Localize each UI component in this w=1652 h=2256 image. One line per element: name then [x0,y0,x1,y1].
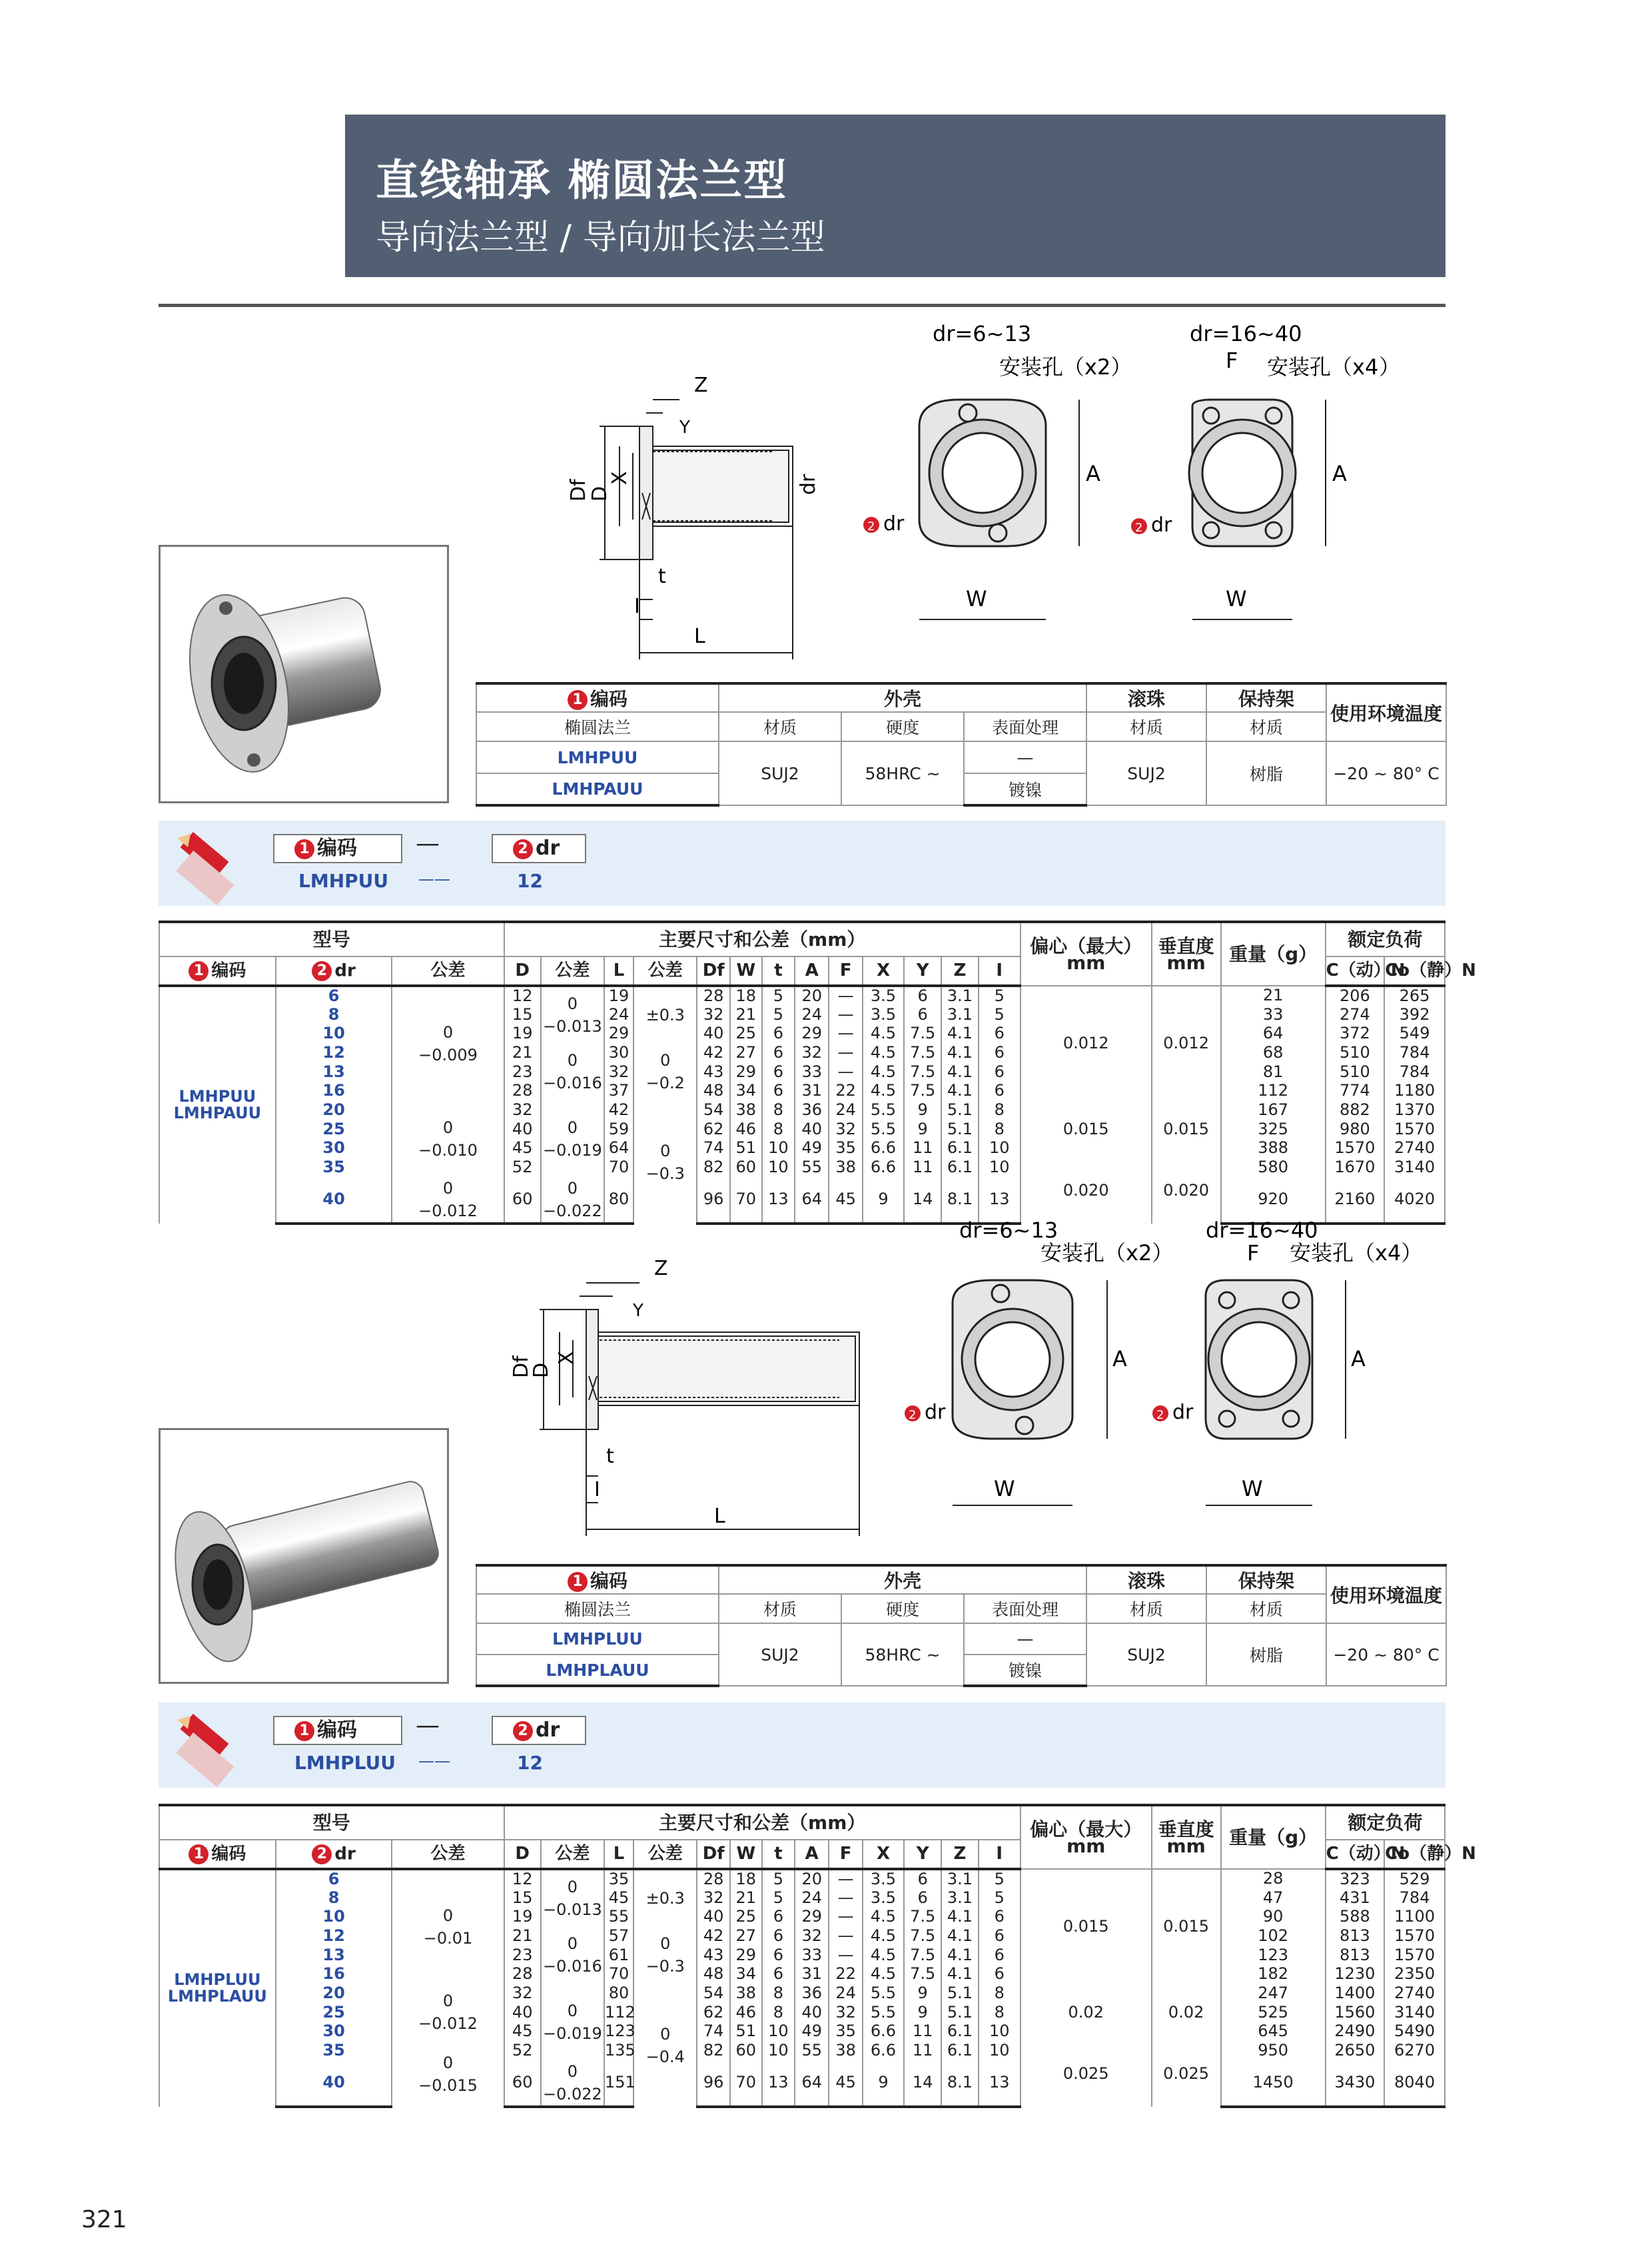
code-cell: LMHPLUU [476,1623,719,1655]
tol-cell: 0 −0.010 [392,1100,504,1177]
mount-hole-label: 安装孔（x4） [1290,1240,1423,1266]
hdr-perpendicularity: 垂直度 mm [1152,922,1221,986]
hdr-cs: Co（静）N [1384,956,1445,986]
hdr-i: I [979,1840,1021,1869]
order-example-bar-2: 1 编码 — 2 dr LMHPLUU —— 12 [159,1702,1446,1788]
page-header [345,115,1446,277]
order-example-bar-1: 1 编码 — 2 dr LMHPUU —— 12 [159,821,1446,906]
hdr-weight: 重量（g） [1221,1805,1326,1869]
dim-label-w: W [994,1476,1015,1501]
tol-cell: 0 −0.022 [541,1177,604,1224]
front-view-diagram-4 [1146,1216,1439,1509]
dr-cell: 8 [276,1005,392,1024]
svg-text:）: ） [1379,354,1401,380]
hdr-load: 额定负荷 [1326,1805,1445,1840]
col-code: 1 编码 [476,683,719,712]
table-row: 40 60 0 −0.022 151 96 70 13 64 45 9 14 8.1 13 1450 3430 8040 [159,2060,1445,2107]
diagram-range-label: dr=16~40 [1190,321,1302,346]
ecc-cell: 0.012 [1021,986,1152,1100]
hdr-d: D [504,1840,541,1869]
hdr-tol2: 公差 [541,1840,604,1869]
hdr-code: 1 编码 [159,1840,276,1869]
mount-hole-label: 安装孔（x2） [1040,1240,1174,1266]
tol-cell: 0 −0.013 [541,1869,604,1926]
hdr-l: L [604,1840,633,1869]
dr-cell: 35 [276,1158,392,1177]
hdr-i: I [979,956,1021,986]
mount-hole-label: 安装孔（x2） [999,354,1132,380]
dim-label-w: W [1242,1476,1263,1501]
dr-label: dr [1151,514,1172,537]
table-row: 20 0 −0.010 32 0 −0.019 42 0 −0.3 54 38 8 36 24 5.5 9 5.1 8 0.015 0.015 167 882 1370 [159,1100,1445,1120]
product-photo-flange [159,545,449,803]
front-view-diagram-3 [899,1216,1179,1509]
hdr-cd: C（动）N [1326,956,1384,986]
dr-cell: 30 [276,1139,392,1158]
dim-label-z: Z [694,374,708,397]
table-row: 8 15 45 32 21 5 24 — 3.5 6 3.1 5 47 431 784 [159,1888,1445,1908]
dim-label-a: A [1086,461,1100,486]
col-code: 1 编码 [476,1565,719,1594]
tol-cell: 0 −0.015 [392,2041,504,2107]
dr-cell: 25 [276,2003,392,2022]
side-view-diagram-2 [506,1243,879,1536]
hdr-perpendicularity: 垂直度 mm [1152,1805,1221,1869]
dim-label-w: W [966,586,987,611]
code-group: LMHPLUU LMHPLAUU [159,1869,276,2107]
dim-label-l: L [694,625,705,648]
header-rule [159,304,1446,307]
dr-cell: 6 [276,986,392,1005]
dr-cell: 16 [276,1964,392,1984]
table-row: 12 21 0 −0.016 57 0 −0.3 42 27 6 32 — 4.5 7.5 4.1 6 102 813 1570 [159,1926,1445,1946]
perp-cell: 0.02 [1152,1984,1221,2041]
hdr-y: Y [904,956,941,986]
hdr-dr: 2 dr [276,1840,392,1869]
dr-cell: 20 [276,1100,392,1120]
dim-label-z: Z [654,1257,668,1280]
hdr-tol3: 公差 [633,956,697,986]
svg-text:2: 2 [909,1408,917,1422]
order-dr-label-box: 2 dr [492,834,586,863]
hdr-tol: 公差 [392,1840,504,1869]
col-ball: 滚珠 [1086,1565,1206,1594]
ecc-cell: 0.015 [1021,1869,1152,1984]
dim-label-y: Y [633,1301,643,1321]
tol-cell: 0 −0.016 [541,1926,604,1984]
dim-label-d: D [530,1362,553,1378]
tol-cell: 0 −0.012 [392,1177,504,1224]
tol-cell: ±0.3 [633,1869,697,1926]
code-cell: LMHPAUU [476,773,719,805]
hdr-dr: 2 dr [276,956,392,986]
col-temp: 使用环境温度 [1326,1565,1446,1623]
svg-text:2: 2 [867,520,875,534]
dr-cell: 12 [276,1043,392,1062]
side-view-diagram-1 [546,360,826,659]
dim-label-d: D [588,486,612,502]
ecc-cell: 0.02 [1021,1984,1152,2041]
tol-cell: 0 −0.013 [541,986,604,1043]
table-row: 13 23 61 43 29 6 33 — 4.5 7.5 4.1 6 123 813 1570 [159,1946,1445,1965]
hdr-tol2: 公差 [541,956,604,986]
tol-cell: 0 −0.016 [541,1043,604,1100]
dr-cell: 30 [276,2022,392,2042]
dim-label-x: X [608,471,631,485]
tol-cell: 0 −0.3 [633,1100,697,1224]
code-cell: LMHPUU [476,741,719,773]
hdr-main-dims: 主要尺寸和公差（mm） [504,922,1021,956]
diagram-range-label: dr=6~13 [959,1218,1058,1243]
col-shell: 外壳 [719,1565,1086,1594]
dr-cell: 25 [276,1120,392,1139]
order-code-value: LMHPLUU [294,1752,396,1774]
table-row: 25 40 59 62 46 8 40 32 5.5 9 5.1 8 325 980 1570 [159,1120,1445,1139]
dim-label-df: Df [567,479,590,502]
code-cell: LMHPLAUU [476,1655,719,1686]
dr-label: dr [883,512,905,536]
hdr-main-dims: 主要尺寸和公差（mm） [504,1805,1021,1840]
tol-cell: 0 −0.4 [633,1984,697,2107]
dr-cell: 12 [276,1926,392,1946]
diagram-range-label: dr=6~13 [933,321,1032,346]
hdr-df: Df [697,956,730,986]
page-number: 321 [81,2206,127,2233]
hdr-eccentricity: 偏心（最大） mm [1021,1805,1152,1869]
hdr-f: F [829,1840,863,1869]
ecc-cell: 0.015 [1021,1100,1152,1158]
hdr-code: 1 编码 [159,956,276,986]
order-dr-value: 12 [517,1752,543,1774]
col-temp: 使用环境温度 [1326,683,1446,741]
hdr-t: t [762,956,795,986]
dim-label-f: F [1226,348,1238,373]
hdr-d: D [504,956,541,986]
order-dr-label-box: 2 dr [492,1716,586,1745]
col-cage: 保持架 [1206,683,1326,712]
dr-cell: 40 [276,1177,392,1224]
dr-label: dr [1172,1401,1194,1424]
table-row: 16 28 37 48 34 6 31 22 4.5 7.5 4.1 6 112 774 1180 [159,1081,1445,1100]
hdr-df: Df [697,1840,730,1869]
diagram-range-label: dr=16~40 [1206,1218,1318,1243]
table-row: 25 40 112 62 46 8 40 32 5.5 9 5.1 8 525 1560 3140 [159,2003,1445,2022]
order-code-label-box: 1 编码 [273,834,402,863]
dim-label-a: A [1351,1346,1366,1371]
dr-cell: 35 [276,2041,392,2060]
dr-label: dr [925,1401,946,1424]
svg-text:2: 2 [1156,1408,1164,1422]
hdr-f: F [829,956,863,986]
hdr-x: X [863,1840,904,1869]
table-row: 30 45 123 74 51 10 49 35 6.6 11 6.1 10 645 2490 5490 [159,2022,1445,2042]
table-row: 30 45 64 74 51 10 49 35 6.6 11 6.1 10 388 1570 2740 [159,1139,1445,1158]
table-row: 10 19 29 40 25 6 29 — 4.5 7.5 4.1 6 64 372 549 [159,1024,1445,1043]
dimension-table-2 [159,1804,1476,2108]
dim-label-x: X [555,1351,578,1365]
perp-cell: 0.025 [1152,2041,1221,2107]
dr-cell: 8 [276,1888,392,1908]
table-row: 35 52 70 82 60 10 55 38 6.6 11 6.1 10 0.020 0.020 580 1670 3140 [159,1158,1445,1177]
table-row: 40 0 −0.012 60 0 −0.022 80 96 70 13 64 45 9 14 8.1 13 920 2160 4020 [159,1177,1445,1224]
page-title: 直线轴承 椭圆法兰型 [376,157,788,206]
col-cage: 保持架 [1206,1565,1326,1594]
code-group: LMHPUU LMHPAUU [159,986,276,1224]
tol-cell: 0 −0.019 [541,1100,604,1177]
tol-cell: 0 −0.009 [392,986,504,1100]
dim-label-y: Y [679,418,690,438]
dim-label-t: t [658,565,666,588]
table-row: 16 28 70 48 34 6 31 22 4.5 7.5 4.1 6 182 1230 2350 [159,1964,1445,1984]
front-view-diagram-2 [1126,320,1432,633]
hdr-x: X [863,956,904,986]
ecc-cell: 0.025 [1021,2041,1152,2107]
col-ball: 滚珠 [1086,683,1206,712]
front-view-diagram-1 [859,320,1146,633]
dim-label-a: A [1112,1346,1127,1371]
mount-hole-label: 安装孔（x4 [1267,354,1379,380]
tol-cell: 0 −0.2 [633,1043,697,1100]
tol-cell: 0 −0.01 [392,1869,504,1984]
hdr-eccentricity: 偏心（最大） mm [1021,922,1152,986]
dr-cell: 40 [276,2060,392,2107]
hdr-y: Y [904,1840,941,1869]
dim-label-l: L [714,1505,725,1528]
dr-cell: 10 [276,1907,392,1926]
hdr-tol3: 公差 [633,1840,697,1869]
pencil-icon [168,825,241,902]
dim-label-f: F [1247,1240,1260,1266]
svg-text:2: 2 [1135,521,1143,535]
table-row: 35 0 −0.015 52 135 82 60 10 55 38 6.6 11 6.1 10 0.025 0.025 950 2650 6270 [159,2041,1445,2060]
table-row: 8 15 24 32 21 5 24 — 3.5 6 3.1 5 33 274 392 [159,1005,1445,1024]
table-row: 20 0 −0.012 32 0 −0.019 80 0 −0.4 54 38 8 36 24 5.5 9 5.1 8 0.02 0.02 247 1400 2740 [159,1984,1445,2003]
hdr-model: 型号 [159,1805,504,1840]
material-table-1: 1 编码 外壳 滚珠 保持架 使用环境温度 椭圆法兰 材质 硬度 表面处理 材质 材质 LMHPUU SUJ2 58HRC ~ — SUJ2 树脂 −20 ~ 80° C LMHPAUU 镀镍 [476,682,1447,807]
dr-cell: 10 [276,1024,392,1043]
dr-cell: 16 [276,1081,392,1100]
hdr-z: Z [941,956,978,986]
hdr-a: A [795,956,829,986]
hdr-tol: 公差 [392,956,504,986]
product-photo-long-flange [159,1428,449,1684]
hdr-cd: C（动）N [1326,1840,1384,1869]
order-code-label-box: 1 编码 [273,1716,402,1745]
hdr-t: t [762,1840,795,1869]
tol-cell: 0 −0.019 [541,1984,604,2060]
hdr-l: L [604,956,633,986]
dr-cell: 6 [276,1869,392,1888]
hdr-a: A [795,1840,829,1869]
table-row: LMHPLUU LMHPLAUU 6 0 −0.01 12 0 −0.013 35 ±0.3 28 18 5 20 — 3.5 6 3.1 5 0.015 0.015 28 323 529 [159,1869,1445,1888]
dr-cell: 13 [276,1062,392,1082]
hdr-weight: 重量（g） [1221,922,1326,986]
table-row: LMHPUU LMHPAUU 6 0 −0.009 12 0 −0.013 19 ±0.3 28 18 5 20 — 3.5 6 3.1 5 0.012 0.012 21 206 265 [159,986,1445,1005]
tol-cell: 0 −0.022 [541,2060,604,2107]
hdr-w: W [730,956,762,986]
hdr-cs: Co（静）N [1384,1840,1445,1869]
tol-cell: 0 −0.012 [392,1984,504,2041]
tol-cell: 0 −0.3 [633,1926,697,1984]
dimension-table-1 [159,921,1476,1225]
hdr-w: W [730,1840,762,1869]
dr-cell: 13 [276,1946,392,1965]
dim-label-i: I [634,595,640,618]
dim-label-dr: dr [797,474,820,495]
col-shell: 外壳 [719,683,1086,712]
perp-cell: 0.012 [1152,986,1221,1100]
hdr-z: Z [941,1840,978,1869]
table-row: 10 19 55 40 25 6 29 — 4.5 7.5 4.1 6 90 588 1100 [159,1907,1445,1926]
table-row: 13 23 32 43 29 6 33 — 4.5 7.5 4.1 6 81 510 784 [159,1062,1445,1082]
table-row: 12 21 0 −0.016 30 0 −0.2 42 27 6 32 — 4.5 7.5 4.1 6 68 510 784 [159,1043,1445,1062]
order-dr-value: 12 [517,870,543,892]
pencil-icon [168,1706,241,1784]
dr-cell: 20 [276,1984,392,2003]
perp-cell: 0.015 [1152,1100,1221,1158]
hdr-load: 额定负荷 [1326,922,1445,956]
dim-label-t: t [606,1445,614,1468]
dim-label-i: I [594,1478,600,1501]
ecc-cell: 0.020 [1021,1158,1152,1224]
tol-cell: ±0.3 [633,986,697,1043]
dim-label-a: A [1332,461,1347,486]
dim-label-df: Df [510,1355,533,1378]
perp-cell: 0.015 [1152,1869,1221,1984]
order-code-value: LMHPUU [298,870,389,892]
perp-cell: 0.020 [1152,1158,1221,1224]
hdr-model: 型号 [159,922,504,956]
dim-label-w: W [1226,586,1247,611]
page-subtitle: 导向法兰型 / 导向加长法兰型 [376,218,825,258]
material-table-2: 1 编码 外壳 滚珠 保持架 使用环境温度 椭圆法兰 材质 硬度 表面处理 材质 材质 LMHPLUU SUJ2 58HRC ~ — SUJ2 树脂 −20 ~ 80° C LMHPLAUU 镀镍 [476,1564,1447,1687]
